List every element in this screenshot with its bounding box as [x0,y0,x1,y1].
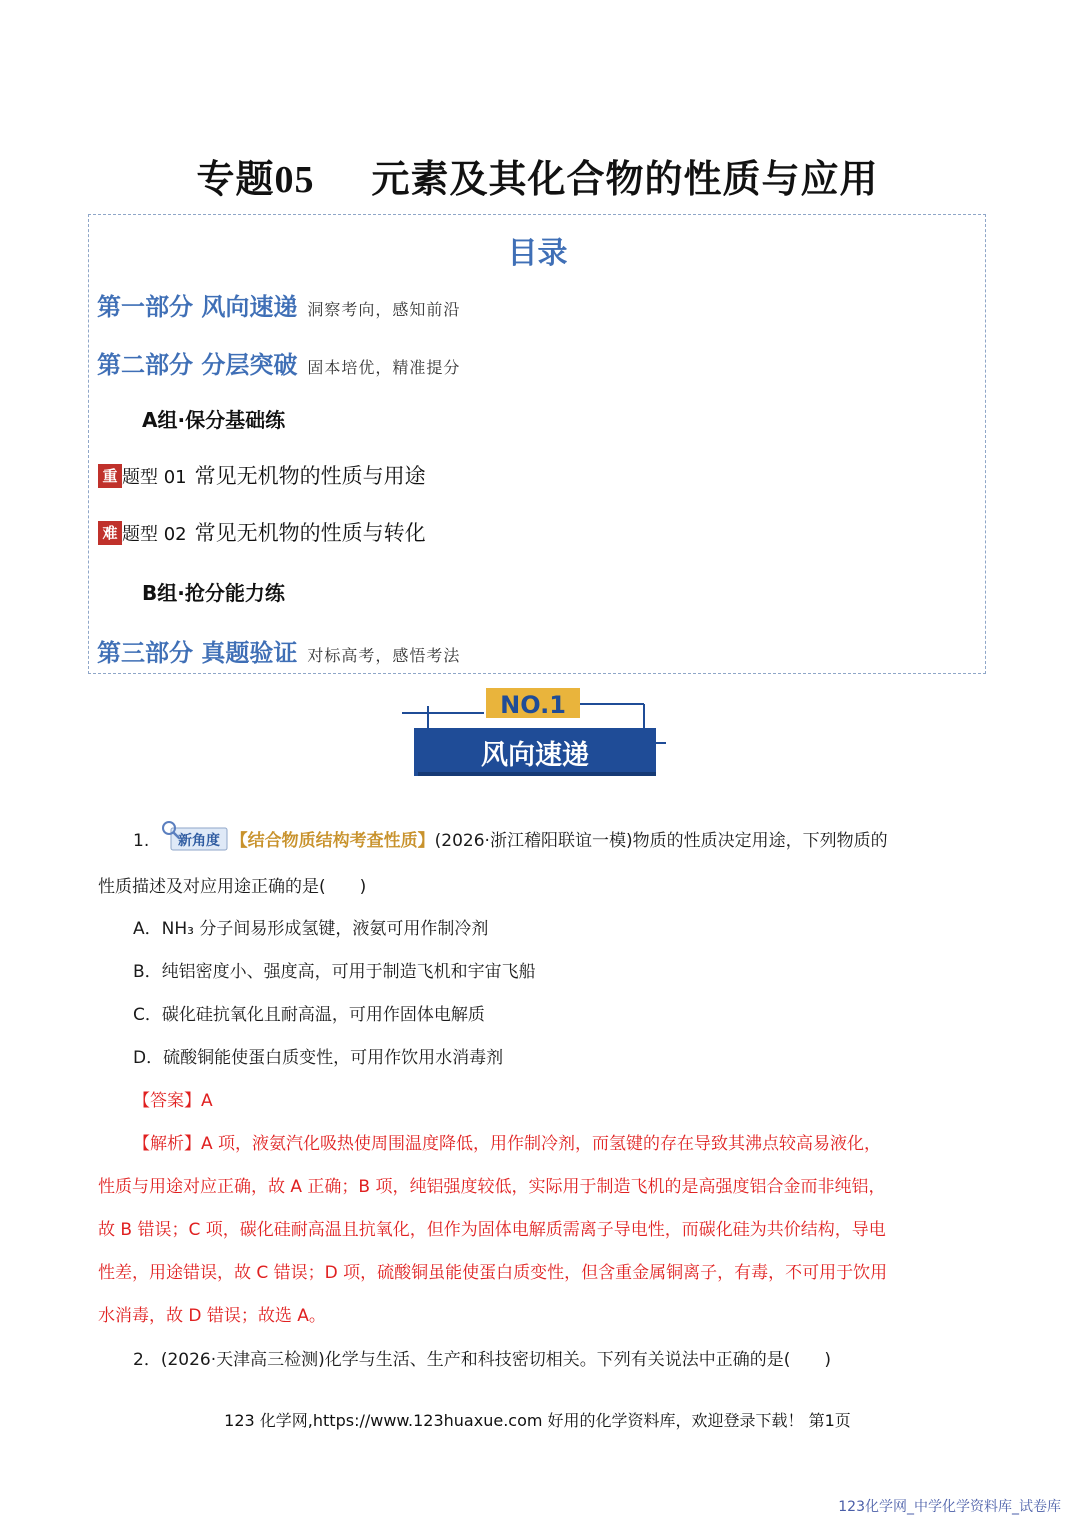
type1-label: 题型 01 [122,467,187,488]
q1-source-text: (2026·浙江稽阳联谊一模)物质的性质决定用途，下列物质的 [434,831,888,851]
toc-part1[interactable] [97,287,460,322]
q1-analysis-line2: 性质与用途对应正确，故 A 正确；B 项，纯铝强度较低，实际用于制造飞机的是高强度铝合金而非纯铝， [98,1177,886,1197]
type1-name: 常见无机物的性质与用途 [194,464,426,488]
important-tag: 重 [98,464,122,488]
toc-heading: 目录 [507,236,568,271]
title-number: 05 [274,159,315,201]
q1-stem-line2: 性质描述及对应用途正确的是( ) [98,877,367,897]
toc-part1-desc: 洞察考向，感知前沿 [307,300,461,319]
toc-part3-desc: 对标高考，感悟考法 [307,646,461,665]
q1-option-a[interactable]: A．NH₃ 分子间易形成氢键，液氨可用作制冷剂 [133,919,489,939]
toc-group-b[interactable]: B组·抢分能力练 [142,581,285,605]
q1-option-c[interactable]: C．碳化硅抗氧化且耐高温，可用作固体电解质 [133,1005,485,1025]
title-prefix: 专题 [196,157,275,201]
section-banner [400,686,670,781]
q2-stem: 2．(2026·天津高三检测)化学与生活、生产和科技密切相关。下列有关说法中正确的是( ) [133,1350,832,1370]
toc-part2-title: 第二部分 分层突破 [97,351,298,379]
q1-option-d[interactable]: D．硫酸铜能使蛋白质变性，可用作饮用水消毒剂 [133,1048,504,1068]
toc-part2-desc: 固本培优，精准提分 [307,358,461,377]
banner-label: 风向速递 [481,740,589,771]
q1-analysis-line1: 【解析】A 项，液氨汽化吸热使周围温度降低，用作制冷剂，而氢键的存在导致其沸点较高易液化， [133,1134,882,1154]
type2-label: 题型 02 [122,524,187,545]
banner-graphic [400,686,670,781]
q1-analysis-line4: 性差，用途错误，故 C 错误；D 项，硫酸铜虽能使蛋白质变性，但含重金属铜离子，有毒，不可用于饮用 [98,1263,888,1283]
banner-number: NO.1 [500,691,566,719]
new-angle-badge [157,820,229,852]
toc-group-a[interactable]: A组·保分基础练 [142,408,286,432]
q1-option-b[interactable]: B．纯铝密度小、强度高，可用于制造飞机和宇宙飞船 [133,962,536,982]
toc-part1-title: 第一部分 风向速递 [97,293,298,321]
q1-answer: 【答案】A [133,1091,213,1111]
toc-part3-title: 第三部分 真题验证 [97,639,298,667]
q1-stem-line1 [133,820,888,852]
toc-type1[interactable] [98,460,426,490]
q1-analysis-line3: 故 B 错误；C 项，碳化硅耐高温且抗氧化，但作为固体电解质需离子导电性，而碳化硅为共价结构，导电 [98,1220,886,1240]
magnifier-icon [157,820,229,852]
toc-type2[interactable] [98,517,426,547]
site-watermark[interactable]: 123化学网_中学化学资料库_试卷库 [838,1499,1061,1515]
toc-part3[interactable] [97,633,460,668]
title-main: 元素及其化合物的性质与应用 [371,157,879,201]
new-angle-text: 新角度 [177,833,220,849]
difficult-tag: 难 [98,521,122,545]
toc-part2[interactable] [97,345,460,380]
type2-name: 常见无机物的性质与转化 [194,521,426,545]
q1-number: 1. [133,831,150,851]
page-footer: 123 化学网,https://www.123huaxue.com 好用的化学资料库，欢迎登录下载！ 第1页 [224,1411,851,1430]
q1-topic-tag: 【结合物质结构考查性质】 [230,831,435,851]
document-title [0,148,1075,203]
q1-analysis-line5: 水消毒，故 D 错误；故选 A。 [98,1306,326,1326]
